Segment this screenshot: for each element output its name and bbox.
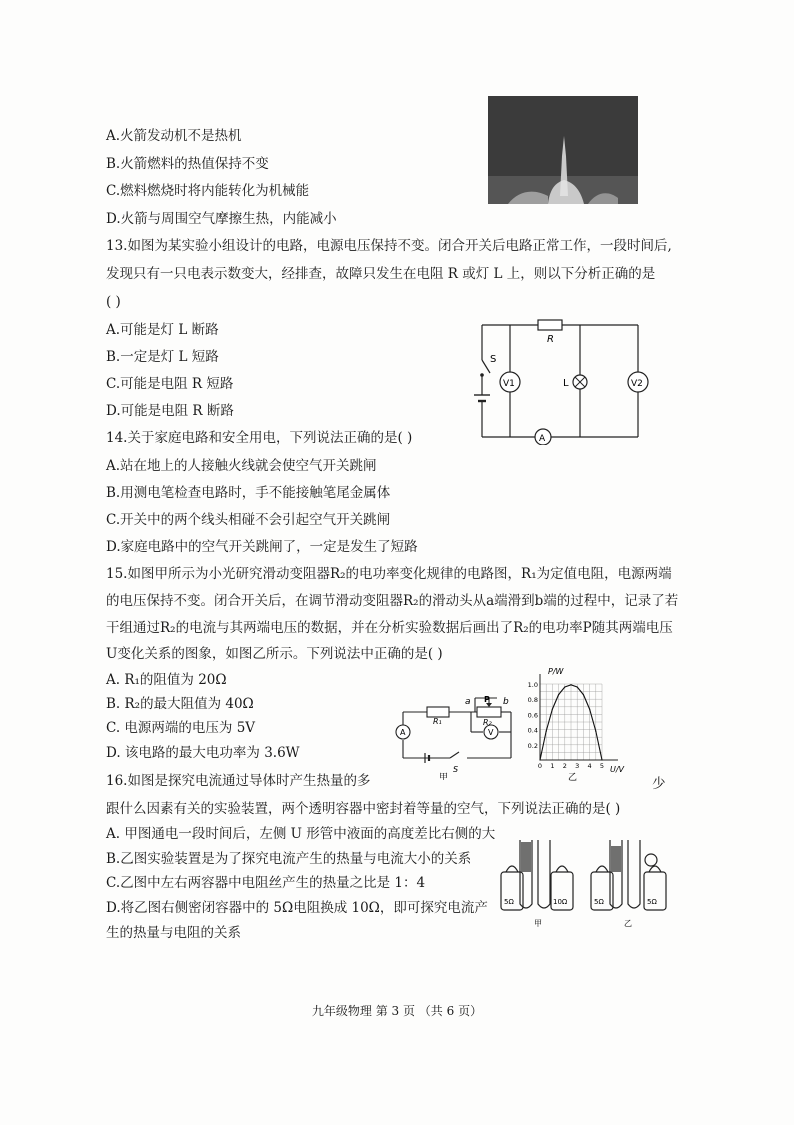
q12-option-b: B.火箭燃料的热值保持不变 xyxy=(106,156,269,172)
resistor-r2-symbol xyxy=(477,707,501,717)
q16-stem-line1-end: 少 xyxy=(652,776,666,792)
label-5ohm-yi-left: 5Ω xyxy=(594,898,604,906)
label-s: S xyxy=(453,765,459,774)
q13-option-b: B.一定是灯 L 短路 xyxy=(106,349,219,365)
q16-stem-line1: 16.如图是探究电流通过导体时产生热量的多 xyxy=(106,773,371,789)
series-point-power xyxy=(558,694,559,695)
series-point-power xyxy=(589,708,590,709)
series-point-power xyxy=(564,686,565,687)
y-tick-label: 1.0 xyxy=(527,681,538,689)
series-point-power xyxy=(539,759,540,760)
label-r: R xyxy=(547,334,554,345)
x-tick-label: 3 xyxy=(575,762,580,770)
q13-circuit-diagram xyxy=(470,315,650,449)
q14-option-a: A.站在地上的人接触火线就会使空气开关跳闸 xyxy=(106,458,377,474)
q14-stem: 14.关于家庭电路和安全用电，下列说法正确的是( ) xyxy=(106,430,413,446)
q13-option-d: D.可能是电阻 R 断路 xyxy=(106,403,234,419)
q15-option-a: A. R₁的阻值为 20Ω xyxy=(106,672,227,688)
label-10ohm-jia: 10Ω xyxy=(553,898,568,906)
x-tick-label: 0 xyxy=(537,762,543,770)
label-b-end: b xyxy=(503,697,509,707)
q14-option-b: B.用测电笔检查电路时，手不能接触笔尾金属体 xyxy=(106,485,391,501)
resistor-r1-symbol xyxy=(427,707,449,717)
q15-stem-line3: 干组通过R₂的电流与其两端电压的数据，并在分析实验数据后画出了R₂的电功率P随其两端电压 xyxy=(106,620,673,636)
q16-apparatus-figure xyxy=(496,832,671,934)
q15-graph-yi xyxy=(522,664,632,786)
q15-stem-line4: U变化关系的图象，如图乙所示。下列说法中正确的是( ) xyxy=(106,646,443,662)
q13-answer-paren: ( ) xyxy=(106,294,121,310)
label-5ohm-jia: 5Ω xyxy=(504,898,514,906)
q16-option-b: B.乙图实验装置是为了探究电流产生的热量与电流大小的关系 xyxy=(106,851,472,867)
label-a: A xyxy=(400,728,406,737)
q16-option-a: A. 甲图通电一段时间后，左侧 U 形管中液面的高度差比右侧的大 xyxy=(106,826,496,842)
label-s: S xyxy=(490,354,497,365)
caption-yi: 乙 xyxy=(568,773,578,782)
label-r2: R₂ xyxy=(483,718,492,727)
q15-circuit-jia xyxy=(395,690,525,784)
q14-option-d: D.家庭电路中的空气开关跳闸了，一定是发生了短路 xyxy=(106,539,418,555)
label-5ohm-yi-right: 5Ω xyxy=(647,898,657,906)
x-axis-label: U/V xyxy=(610,765,625,774)
x-tick-label: 2 xyxy=(562,762,567,770)
label-p: P xyxy=(484,695,490,704)
rocket-launch-photo xyxy=(488,96,638,204)
q16-option-d-cont: 生的热量与电阻的关系 xyxy=(106,925,241,941)
label-a-end: a xyxy=(465,697,471,707)
series-point-power xyxy=(570,684,571,685)
y-axis-label: P/W xyxy=(548,667,564,676)
q15-stem-line2: 的电压保持不变。闭合开关后，在调节滑动变阻器R₂的滑动头从a端滑到b端的过程中，记录了若 xyxy=(106,593,679,609)
series-point-power xyxy=(552,708,553,709)
q15-stem-line1: 15.如图甲所示为小光研究滑动变阻器R₂的电功率变化规律的电路图，R₁为定值电阻，电源两端 xyxy=(106,566,672,582)
x-tick-label: 1 xyxy=(550,762,555,770)
series-point-power xyxy=(577,686,578,687)
q13-option-a: A.可能是灯 L 断路 xyxy=(106,322,219,338)
q12-option-d: D.火箭与周围空气摩擦生热，内能减小 xyxy=(106,211,337,227)
q16-stem-line2: 跟什么因素有关的实验装置，两个透明容器中密封着等量的空气，下列说法正确的是( ) xyxy=(106,801,621,817)
series-point-power xyxy=(595,731,596,732)
label-l: L xyxy=(563,378,569,389)
resistor-r-symbol xyxy=(538,320,562,330)
q15-option-b: B. R₂的最大阻值为 40Ω xyxy=(106,696,254,712)
series-point-power xyxy=(601,759,602,760)
q15-option-c: C. 电源两端的电压为 5V xyxy=(106,720,256,736)
caption-jia: 甲 xyxy=(534,919,542,928)
series-point-power xyxy=(583,694,584,695)
label-v2: V2 xyxy=(631,379,643,389)
q13-stem-line1: 13.如图为某实验小组设计的电路，电源电压保持不变。闭合开关后电路正常工作，一段时间后, xyxy=(106,238,672,254)
q12-option-a: A.火箭发动机不是热机 xyxy=(106,128,242,144)
q16-option-d: D.将乙图右侧密闭容器中的 5Ω电阻换成 10Ω，即可探究电流产 xyxy=(106,900,488,916)
label-v1: V1 xyxy=(503,379,515,389)
x-tick-label: 5 xyxy=(599,762,605,770)
caption-yi: 乙 xyxy=(624,919,632,928)
q16-option-c: C.乙图中左右两容器中电阻丝产生的热量之比是 1：4 xyxy=(106,875,426,891)
label-v: V xyxy=(488,728,494,737)
q13-option-c: C.可能是电阻 R 短路 xyxy=(106,376,234,392)
q14-option-c: C.开关中的两个线头相碰不会引起空气开关跳闸 xyxy=(106,512,391,528)
y-tick-label: 0.6 xyxy=(527,711,538,720)
q12-option-c: C.燃料燃烧时将内能转化为机械能 xyxy=(106,183,310,199)
series-point-power xyxy=(546,731,547,732)
caption-jia: 甲 xyxy=(439,773,449,780)
x-tick-label: 4 xyxy=(587,762,592,770)
y-tick-label: 0.2 xyxy=(527,741,538,750)
y-tick-label: 0.8 xyxy=(527,696,538,705)
page-footer: 九年级物理 第 3 页 （共 6 页） xyxy=(311,1004,483,1018)
y-tick-label: 0.4 xyxy=(527,726,538,735)
q15-option-d: D. 该电路的最大电功率为 3.6W xyxy=(106,745,300,761)
label-r1: R₁ xyxy=(433,717,442,726)
label-a: A xyxy=(539,434,546,444)
q13-stem-line2: 发现只有一只电表示数变大，经排查，故障只发生在电阻 R 或灯 L 上，则以下分析正确的是 xyxy=(106,266,656,282)
